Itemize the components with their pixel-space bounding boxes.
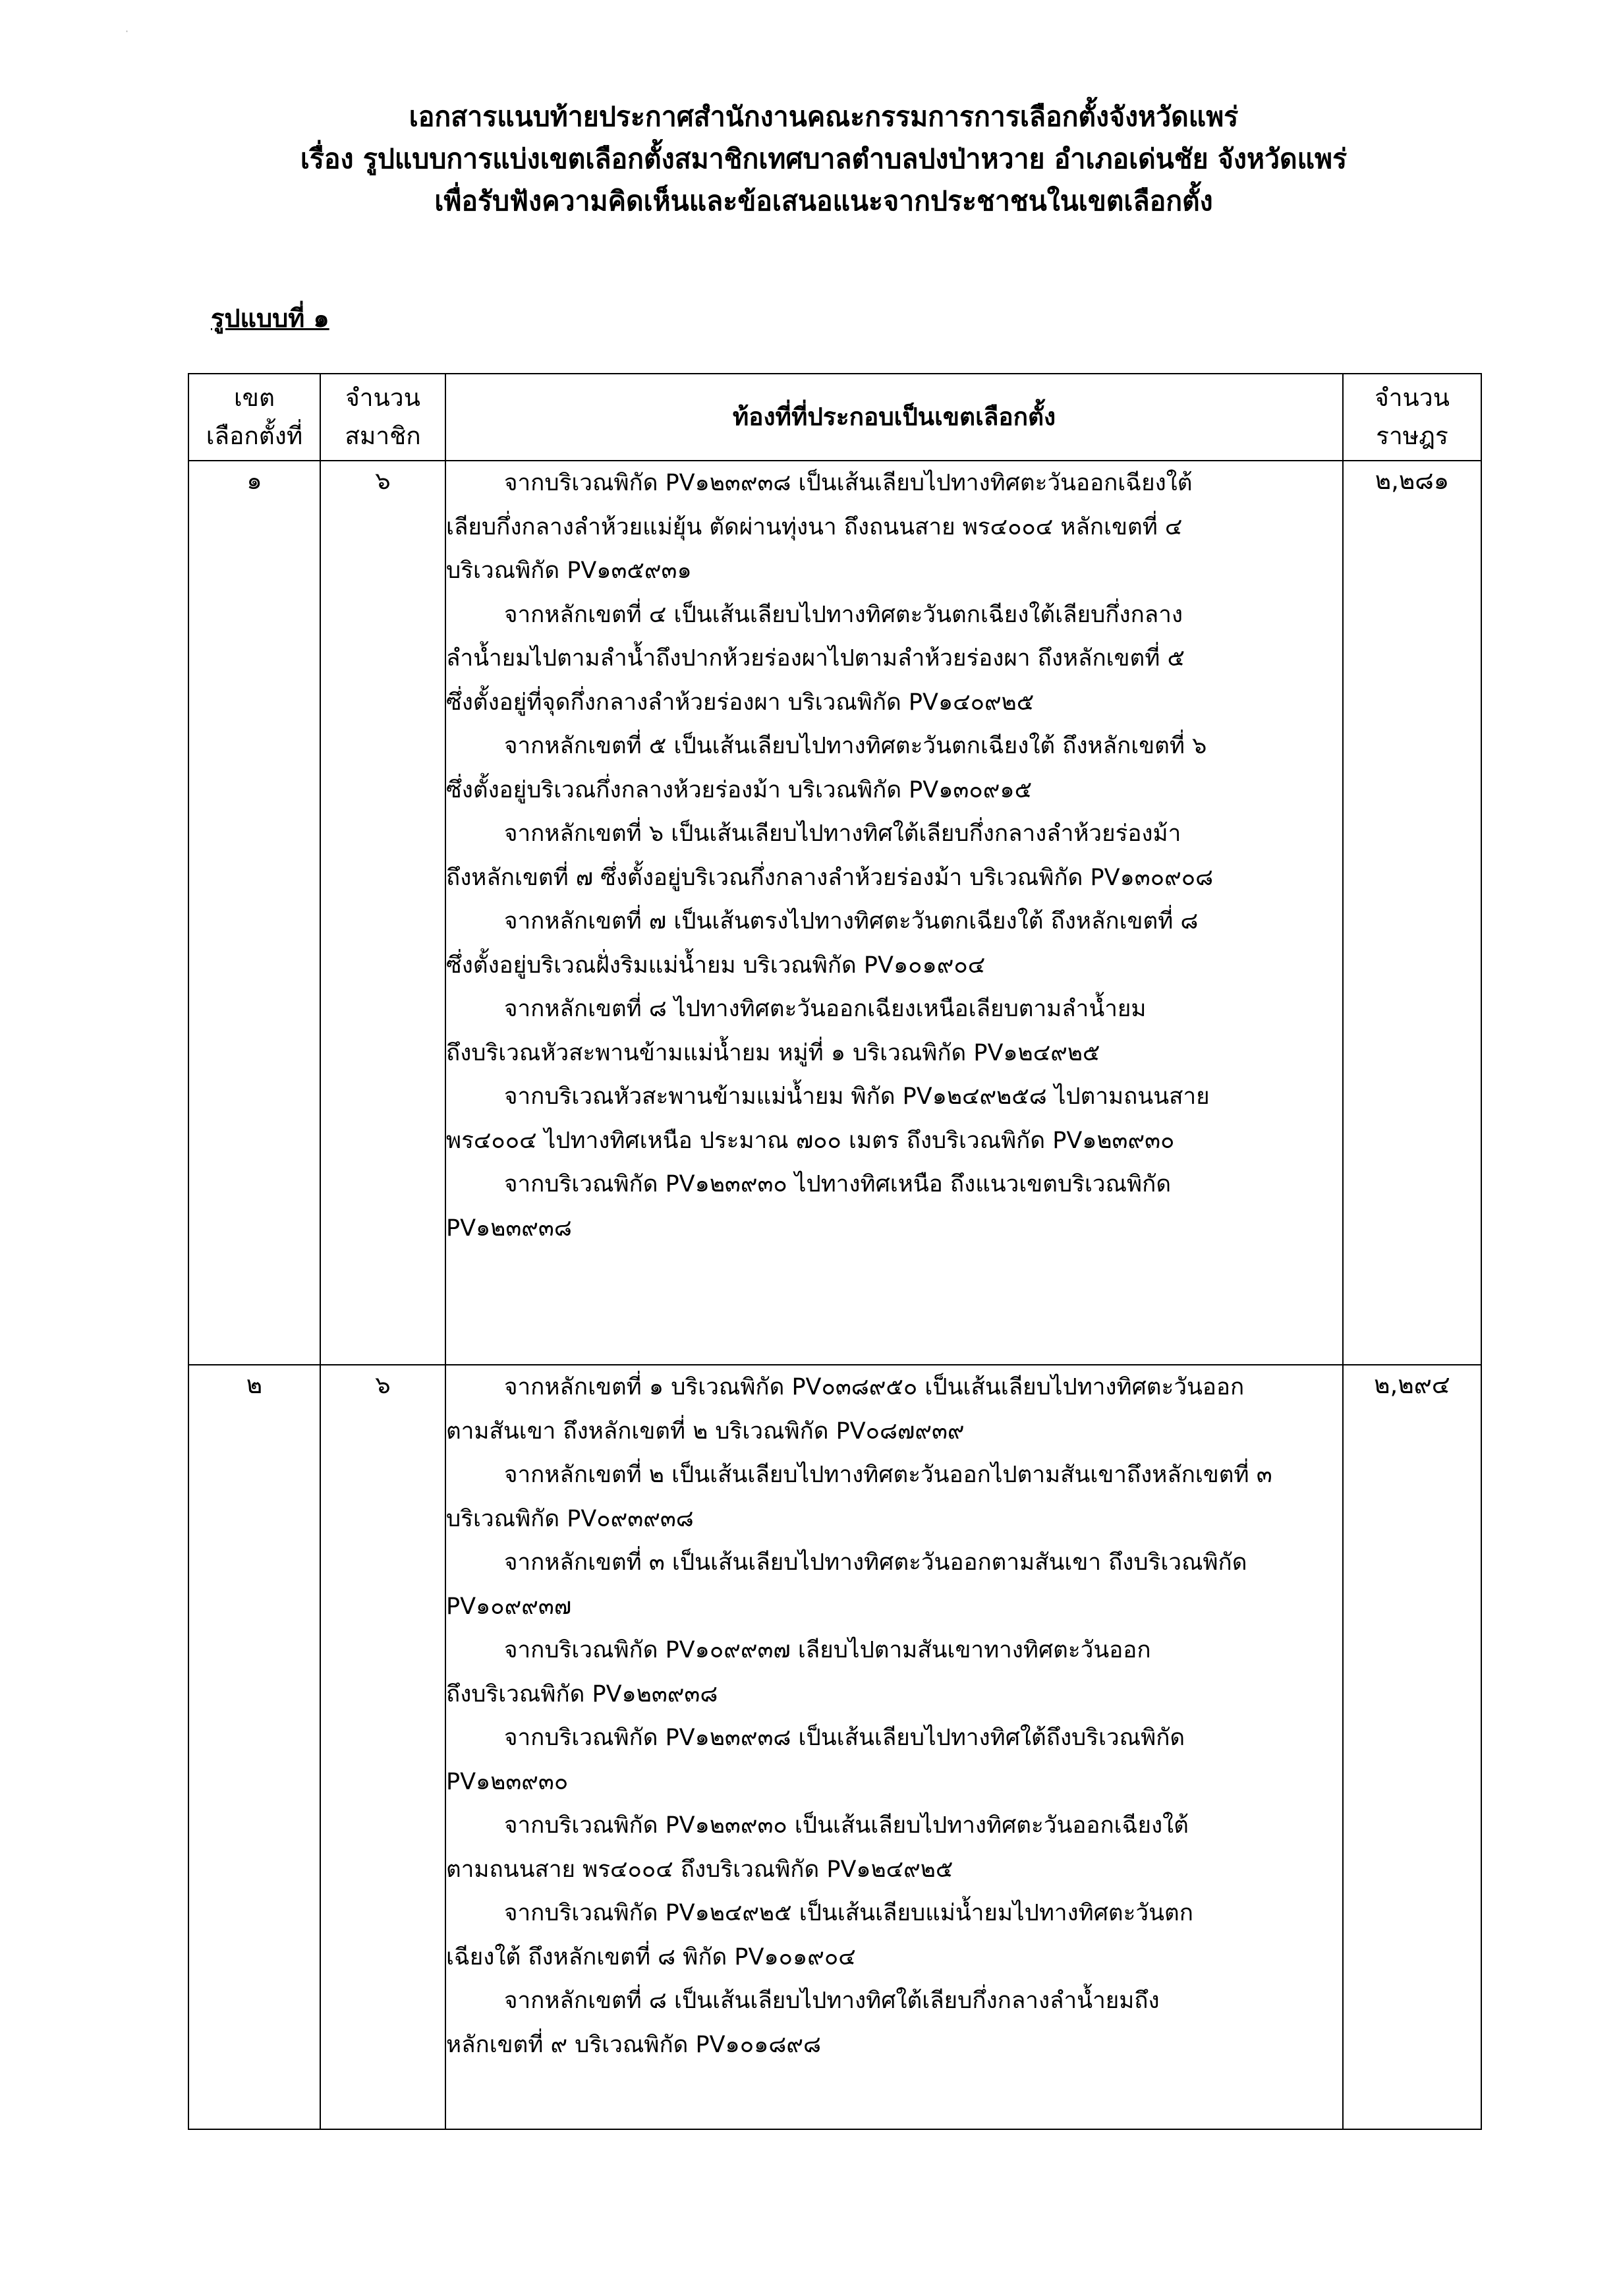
population-count: ๒,๒๘๑ (1343, 461, 1481, 1365)
member-count: ๖ (320, 461, 445, 1365)
area-line: จากบริเวณหัวสะพานข้ามแม่น้ำยม พิกัด PV๑๒๔๙๒๕๘ ไปตามถนนสาย (504, 1083, 1210, 1110)
area-line: จากหลักเขตที่ ๕ เป็นเส้นเลียบไปทางทิศตะวันตกเฉียงใต้ ถึงหลักเขตที่ ๖ (504, 733, 1207, 759)
area-line: จากหลักเขตที่ ๔ เป็นเส้นเลียบไปทางทิศตะวันตกเฉียงใต้เลียบกึ่งกลาง (504, 601, 1183, 628)
area-line: จากบริเวณพิกัด PV๑๐๙๙๓๗ เลียบไปตามสันเขาทางทิศตะวันออก (504, 1637, 1151, 1663)
area-line: เลียบกึ่งกลางลำห้วยแม่ยุ้น ตัดผ่านทุ่งนา ถึงถนนสาย พร๔๐๐๔ หลักเขตที่ ๔ (446, 513, 1183, 540)
district-number: ๒ (188, 1365, 320, 2129)
header-members (320, 374, 445, 461)
header-line-3: เพื่อรับฟังความคิดเห็นและข้อเสนอแนะจากประชาชนในเขตเลือกตั้ง (434, 185, 1213, 217)
area-line: จากหลักเขตที่ ๑ บริเวณพิกัด PV๐๓๘๙๕๐ เป็นเส้นเลียบไปทางทิศตะวันออก (504, 1374, 1245, 1400)
area-line: เฉียงใต้ ถึงหลักเขตที่ ๘ พิกัด PV๑๐๑๙๐๔ (446, 1943, 856, 1970)
area-line: ถึงหลักเขตที่ ๗ ซึ่งตั้งอยู่บริเวณกึ่งกลางลำห้วยร่องม้า บริเวณพิกัด PV๑๓๐๙๐๘ (446, 864, 1214, 891)
table-header-row (188, 374, 1481, 461)
area-line: บริเวณพิกัด PV๑๓๕๙๓๑ (446, 558, 692, 584)
area-line: จากบริเวณพิกัด PV๑๒๓๙๓๘ เป็นเส้นเลียบไปทางทิศใต้ถึงบริเวณพิกัด (504, 1725, 1185, 1751)
area-line: ซึ่งตั้งอยู่ที่จุดกึ่งกลางลำห้วยร่องผา บริเวณพิกัด PV๑๔๐๙๒๕ (446, 689, 1035, 716)
area-line: จากบริเวณพิกัด PV๑๒๓๙๓๐ ไปทางทิศเหนือ ถึงแนวเขตบริเวณพิกัด (504, 1171, 1172, 1197)
area-line: ถึงบริเวณพิกัด PV๑๒๓๙๓๘ (446, 1680, 718, 1708)
population-count: ๒,๒๙๔ (1343, 1365, 1481, 2129)
area-line: จากบริเวณพิกัด PV๑๒๔๙๒๕ เป็นเส้นเลียบแม่น้ำยมไปทางทิศตะวันตก (504, 1900, 1193, 1926)
area-line: จากหลักเขตที่ ๓ เป็นเส้นเลียบไปทางทิศตะวันออกตามสันเขา ถึงบริเวณพิกัด (504, 1549, 1247, 1576)
header-members-line1: จำนวน (345, 384, 420, 412)
district-table (188, 373, 1482, 2130)
section-label: รูปแบบที่ ๑ (211, 304, 329, 333)
document-header (198, 96, 1450, 222)
header-population (1343, 374, 1481, 461)
area-line: จากหลักเขตที่ ๗ เป็นเส้นตรงไปทางทิศตะวันตกเฉียงใต้ ถึงหลักเขตที่ ๘ (504, 908, 1199, 934)
area-description (445, 1365, 1343, 2129)
area-line: จากหลักเขตที่ ๖ เป็นเส้นเลียบไปทางทิศใต้เลียบกึ่งกลางลำห้วยร่องม้า (504, 820, 1181, 847)
area-line: จากบริเวณพิกัด PV๑๒๓๙๓๐ เป็นเส้นเลียบไปทางทิศตะวันออกเฉียงใต้ (504, 1812, 1189, 1839)
header-members-line2: สมาชิก (345, 422, 421, 450)
header-district (188, 374, 320, 461)
header-line-2: เรื่อง รูปแบบการแบ่งเขตเลือกตั้งสมาชิกเทศบาลตำบลปงป่าหวาย อำเภอเด่นชัย จังหวัดแพร่ (300, 143, 1348, 175)
area-description (445, 461, 1343, 1365)
area-line: PV๑๒๓๙๓๘ (446, 1215, 572, 1242)
area-line: ซึ่งตั้งอยู่บริเวณกึ่งกลางห้วยร่องม้า บริเวณพิกัด PV๑๓๐๙๑๕ (446, 776, 1033, 803)
area-line: PV๑๐๙๙๓๗ (446, 1593, 572, 1620)
area-line: หลักเขตที่ ๙ บริเวณพิกัด PV๑๐๑๘๙๘ (446, 2031, 821, 2058)
header-district-line2: เลือกตั้งที่ (206, 422, 303, 450)
area-line: ลำน้ำยมไปตามลำน้ำถึงปากห้วยร่องผาไปตามลำห้วยร่องผา ถึงหลักเขตที่ ๕ (446, 645, 1185, 672)
area-line: จากหลักเขตที่ ๘ เป็นเส้นเลียบไปทางทิศใต้เลียบกึ่งกลางลำน้ำยมถึง (504, 1988, 1160, 2014)
area-line: ถึงบริเวณหัวสะพานข้ามแม่น้ำยม หมู่ที่ ๑ บริเวณพิกัด PV๑๒๔๙๒๕ (446, 1039, 1100, 1066)
area-line: PV๑๒๓๙๓๐ (446, 1768, 569, 1795)
area-line: จากหลักเขตที่ ๒ เป็นเส้นเลียบไปทางทิศตะวันออกไปตามสันเขาถึงหลักเขตที่ ๓ (504, 1462, 1272, 1488)
area-line: บริเวณพิกัด PV๐๙๓๙๓๘ (446, 1505, 694, 1532)
member-count: ๖ (320, 1365, 445, 2129)
area-line: พร๔๐๐๔ ไปทางทิศเหนือ ประมาณ ๗๐๐ เมตร ถึงบริเวณพิกัด PV๑๒๓๙๓๐ (446, 1127, 1175, 1154)
area-line: จากหลักเขตที่ ๘ ไปทางทิศตะวันออกเฉียงเหนือเลียบตามลำน้ำยม (504, 996, 1147, 1022)
table-row (188, 461, 1481, 1365)
table-row (188, 1365, 1481, 2129)
header-population-line1: จำนวน (1375, 384, 1450, 412)
header-population-line2: ราษฎร (1376, 422, 1448, 450)
area-line: จากบริเวณพิกัด PV๑๒๓๙๓๘ เป็นเส้นเลียบไปทางทิศตะวันออกเฉียงใต้ (504, 470, 1193, 496)
header-area: ท้องที่ที่ประกอบเป็นเขตเลือกตั้ง (445, 374, 1343, 461)
header-line-1: เอกสารแนบท้ายประกาศสำนักงานคณะกรรมการการเลือกตั้งจังหวัดแพร่ (409, 101, 1239, 132)
scan-mark: · (125, 25, 129, 38)
area-line: ซึ่งตั้งอยู่บริเวณฝั่งริมแม่น้ำยม บริเวณพิกัด PV๑๐๑๙๐๔ (446, 952, 986, 979)
area-line: ตามสันเขา ถึงหลักเขตที่ ๒ บริเวณพิกัด PV๐๘๗๙๓๙ (446, 1418, 965, 1445)
district-number: ๑ (188, 461, 320, 1365)
header-district-line1: เขต (234, 384, 275, 412)
area-line: ตามถนนสาย พร๔๐๐๔ ถึงบริเวณพิกัด PV๑๒๔๙๒๕ (446, 1856, 953, 1883)
